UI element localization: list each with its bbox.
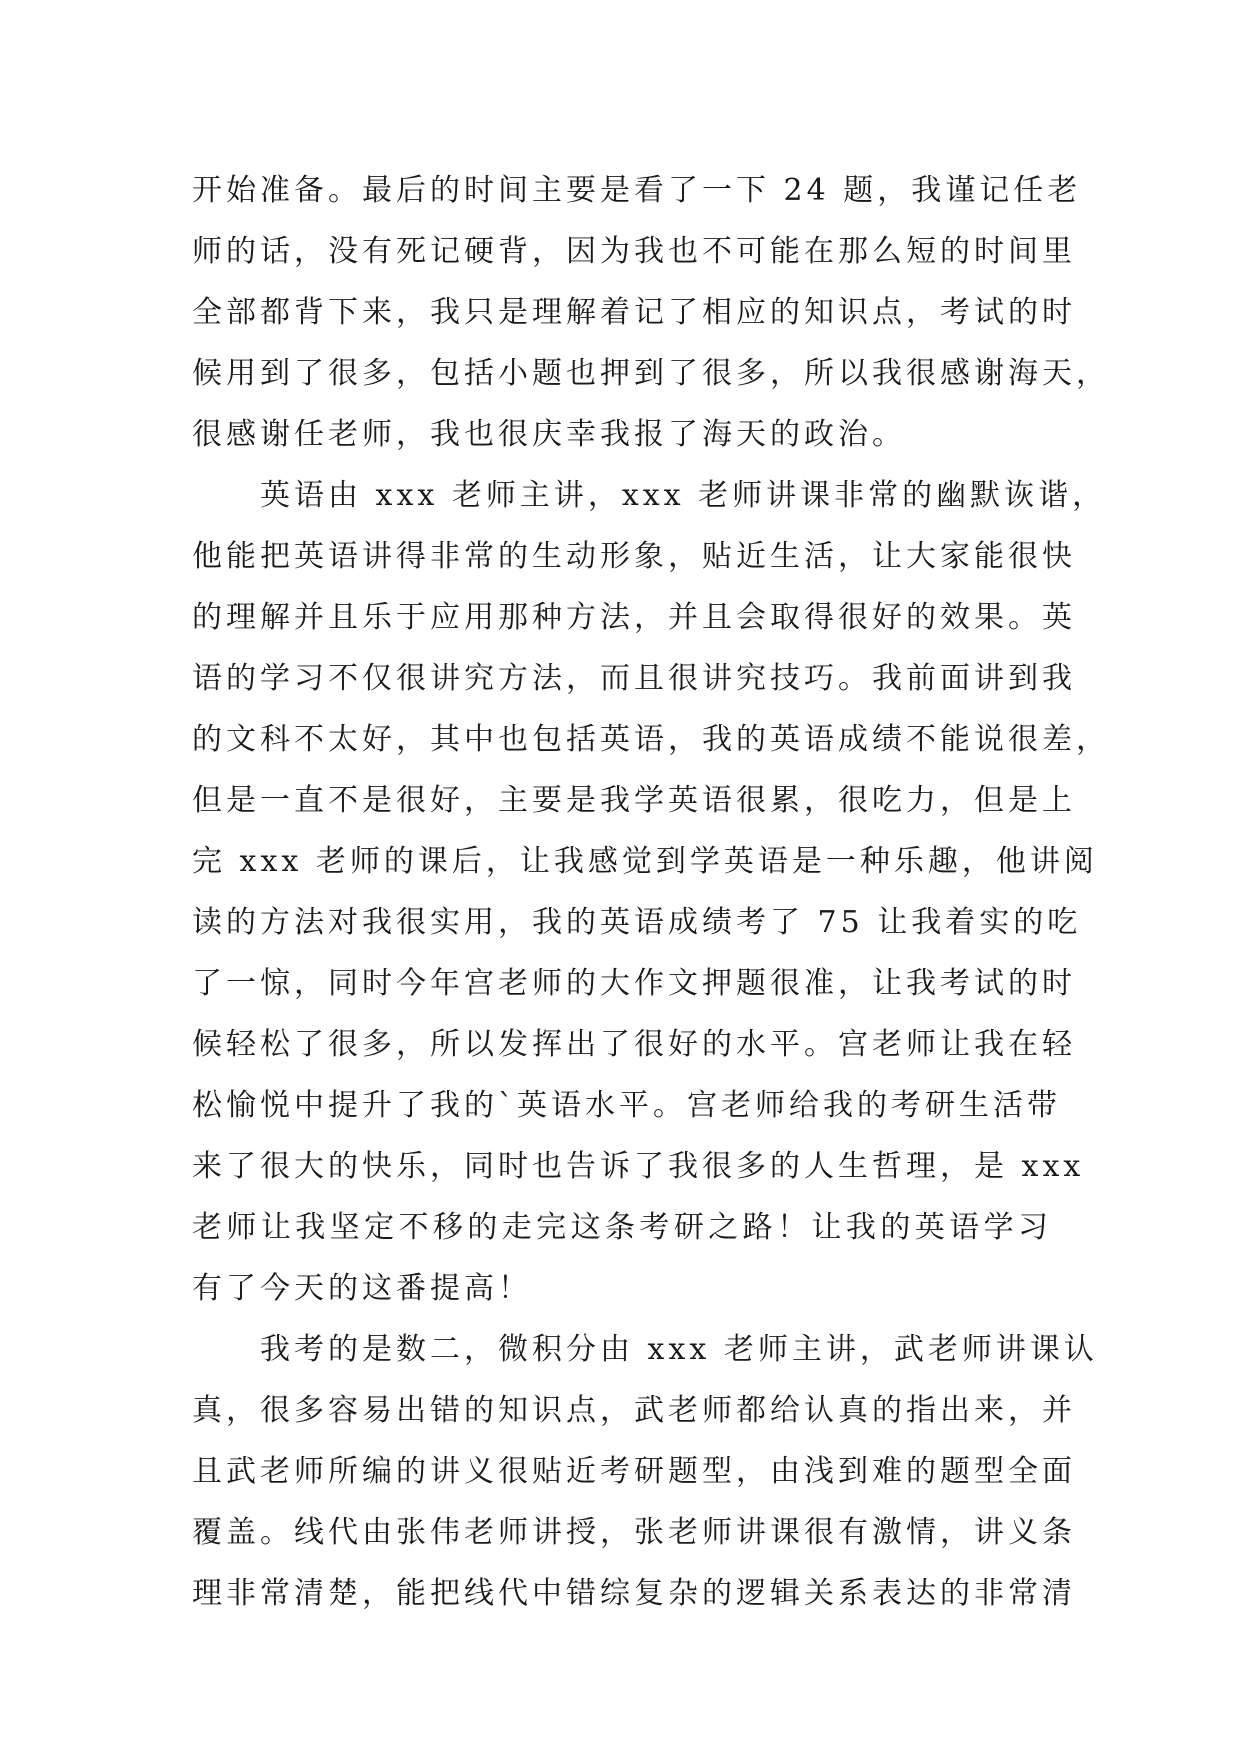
text-line: 但是一直不是很好，主要是我学英语很累，很吃力，但是上 <box>192 783 1076 818</box>
text-line: 真，很多容易出错的知识点，武老师都给认真的指出来，并 <box>192 1393 1076 1428</box>
text-line: 的理解并且乐于应用那种方法，并且会取得很好的效果。英 <box>192 600 1076 635</box>
text-line: 覆盖。线代由张伟老师讲授，张老师讲课很有激情，讲义条 <box>192 1515 1076 1550</box>
text-line: 了一惊，同时今年宫老师的大作文押题很准，让我考试的时 <box>192 966 1076 1001</box>
text-line: 很感谢任老师，我也很庆幸我报了海天的政治。 <box>192 417 906 452</box>
text-line: 松愉悦中提升了我的`英语水平。宫老师给我的考研生活带 <box>192 1088 1061 1123</box>
text-line: 老师让我坚定不移的走完这条考研之路！让我的英语学习 <box>192 1210 1052 1245</box>
text-line: 全部都背下来，我只是理解着记了相应的知识点，考试的时 <box>192 295 1076 330</box>
text-line: 他能把英语讲得非常的生动形象，贴近生活，让大家能很快 <box>192 539 1076 574</box>
text-line: 来了很大的快乐，同时也告诉了我很多的人生哲理，是 xxx <box>192 1149 1085 1184</box>
text-line: 候用到了很多，包括小题也押到了很多，所以我很感谢海天， <box>192 356 1110 391</box>
text-line: 完 xxx 老师的课后，让我感觉到学英语是一种乐趣，他讲阅 <box>192 844 1098 879</box>
paragraph-english <box>192 465 1110 1319</box>
paragraph-politics <box>192 160 1110 465</box>
text-line: 理非常清楚，能把线代中错综复杂的逻辑关系表达的非常清 <box>192 1576 1076 1611</box>
text-line: 读的方法对我很实用，我的英语成绩考了 75 让我着实的吃 <box>192 905 1082 940</box>
text-line: 候轻松了很多，所以发挥出了很好的水平。宫老师让我在轻 <box>192 1027 1076 1062</box>
text-line: 且武老师所编的讲义很贴近考研题型，由浅到难的题型全面 <box>192 1454 1076 1489</box>
text-line: 英语由 xxx 老师主讲，xxx 老师讲课非常的幽默诙谐， <box>192 478 1107 513</box>
paragraph-math <box>192 1319 1098 1624</box>
text-line: 我考的是数二，微积分由 xxx 老师主讲，武老师讲课认 <box>192 1332 1098 1367</box>
text-line: 语的学习不仅很讲究方法，而且很讲究技巧。我前面讲到我 <box>192 661 1076 696</box>
text-line: 师的话，没有死记硬背，因为我也不可能在那么短的时间里 <box>192 234 1076 269</box>
text-line: 的文科不太好，其中也包括英语，我的英语成绩不能说很差， <box>192 722 1110 757</box>
text-line: 开始准备。最后的时间主要是看了一下 24 题，我谨记任老 <box>192 173 1082 208</box>
text-line: 有了今天的这番提高！ <box>192 1271 532 1306</box>
body-text <box>192 160 1110 1624</box>
